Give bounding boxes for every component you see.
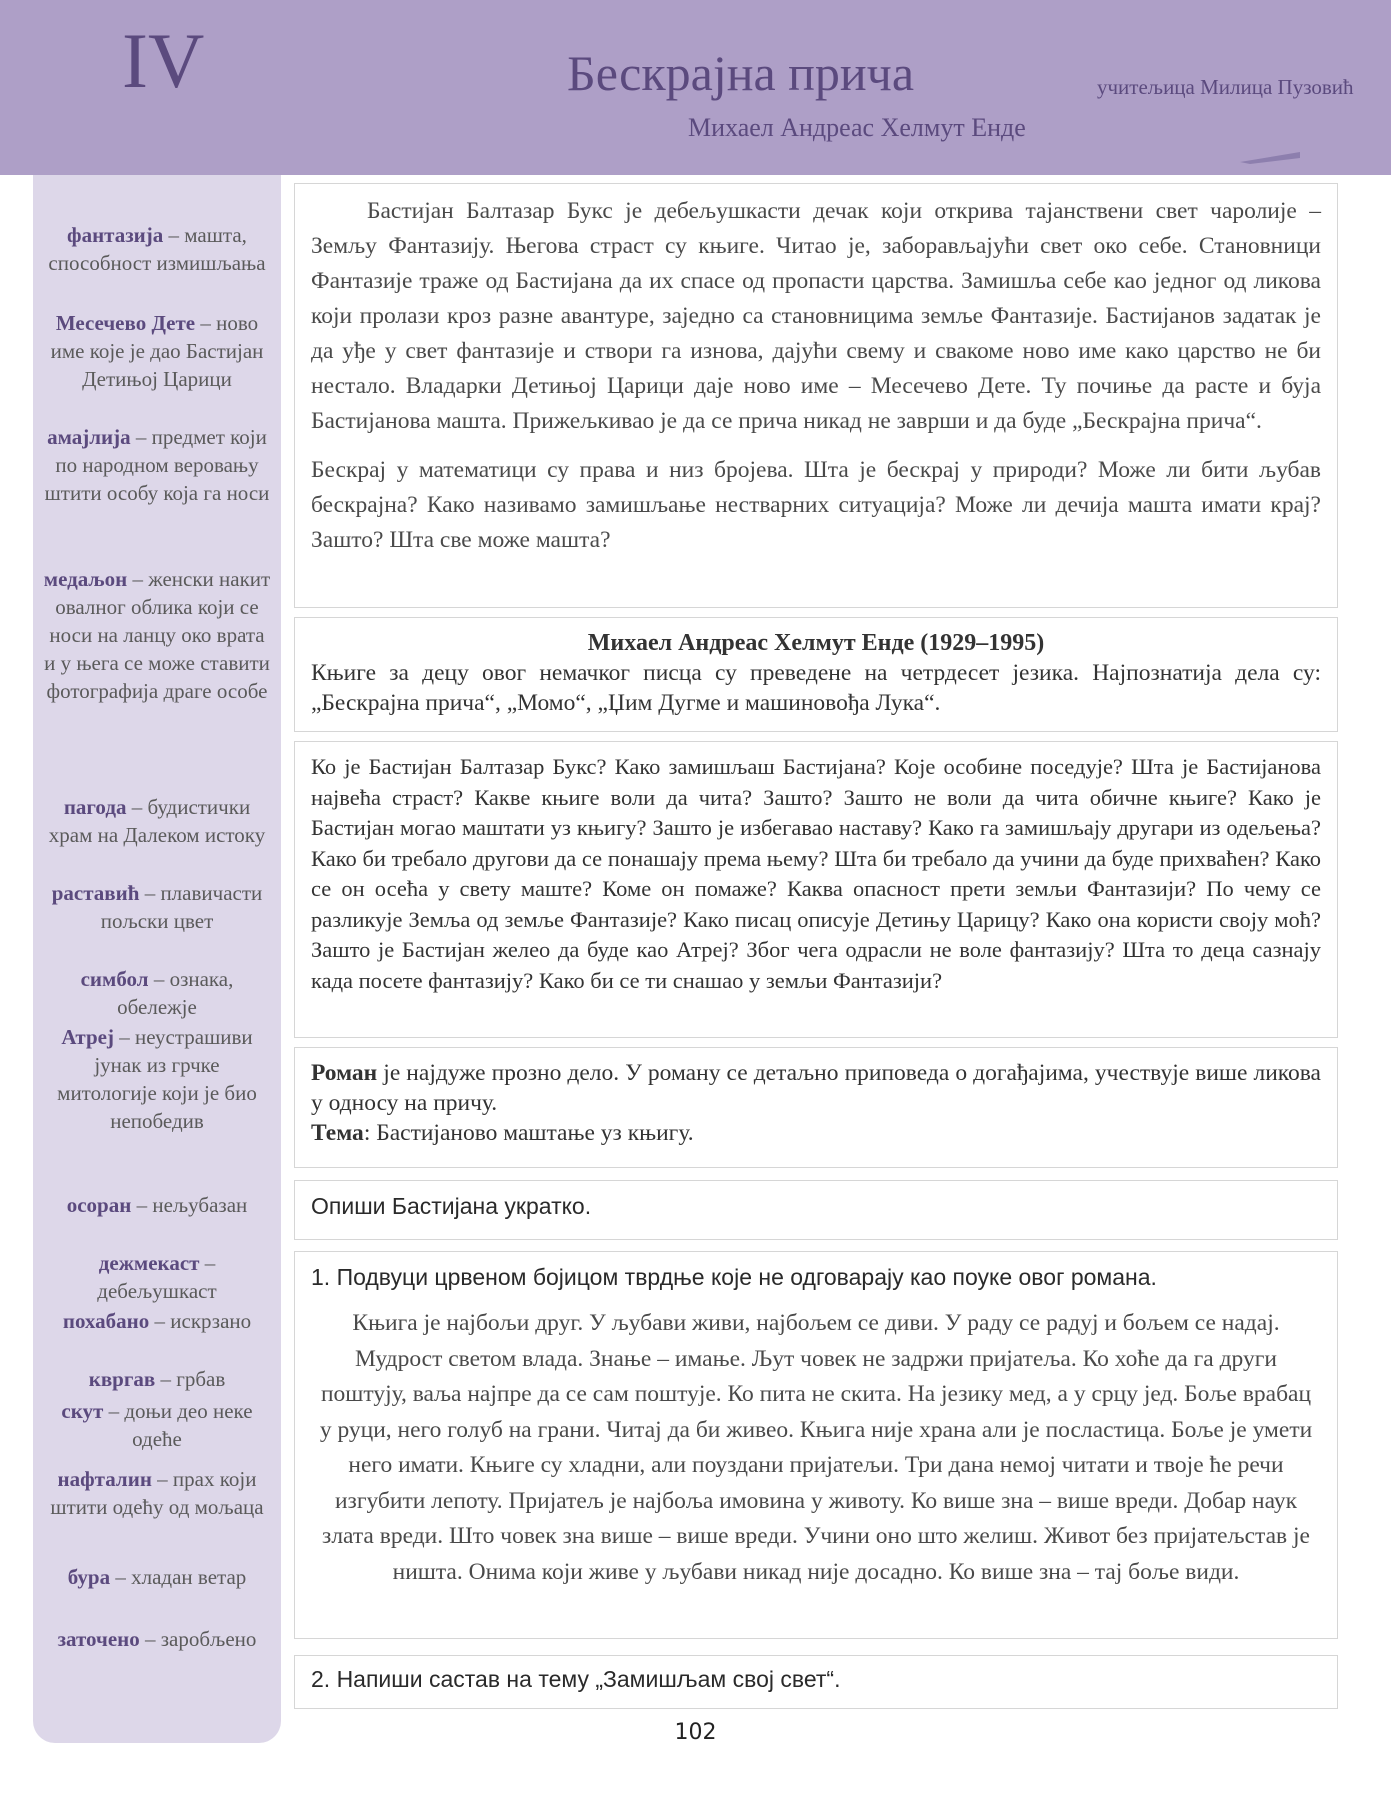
gloss-item: скут – доњи део неке одеће [61, 1399, 253, 1451]
gloss-item: симбол – ознака, обележје [80, 967, 234, 1019]
gloss-item: заточено – заробљено [57, 1627, 257, 1651]
author-bio-box [294, 617, 1338, 732]
author-bio-text: Књиге за децу овог немачког писца су преведене на четрдесет језика. Најпознатија дела су: „Бескрајна прича“, „Момо“, „Џим Дугме и машиновођа Лука“. [311, 660, 1321, 716]
intro-paragraph-1: Бастијан Балтазар Букс је дебељушкасти дечак који открива тајанствени свет чаролије – Земљу Фантазију. Његова страст су књиге. Читао је, заборављајући свет око себе. Становници Фантазије траже од Бастијана да их спасе од пропасти царства. Замишља себе као једног од ликова који пролази кроз разне авантуре, заједно са становницима земље Фантазије. Бастијанов задатак је да уђе у свет фантазије и створи га изнова, дајући свему и свакоме ново име како царство не би нестало. Владарки Детињој Царици даје ново име – Месечево Дете. Ту почиње да расте и буја Бастијанова машта. Прижељкивао је да се прича никад не заврши и да буде „Бескрајна прича“. [311, 198, 1321, 434]
gloss-item: медаљон – женски накит овалног облика који се носи на ланцу око врата и у њега се може ставити фотографија драге особе [43, 567, 271, 703]
gloss-item: похабано – искрзано [62, 1309, 252, 1333]
teacher-name: учитељица Милица Пузовић [1097, 75, 1354, 99]
glossary-sidebar [33, 175, 281, 1743]
task1-instruction: 1. Подвуци црвеном бојицом тврдње које не одговарају као поуке овог романа. [311, 1264, 1157, 1290]
intro-paragraph-2: Бескрај у математици су права и низ бројева. Шта је бескрај у природи? Може ли бити љубав бескрајна? Како називамо замишљање нестварних ситуација? Може ли дечија машта имати крај? Зашто? Шта све може машта? [311, 457, 1321, 553]
author-subtitle: Михаел Андреас Хелмут Енде [688, 113, 1026, 142]
gloss-item: квргав – грбав [88, 1367, 226, 1391]
novel-term: Роман [311, 1060, 378, 1086]
page-title: Бескрајна прича [567, 45, 915, 101]
gloss-item: Месечево Дете – ново име које је дао Бастијан Детињој Царици [50, 311, 264, 391]
gloss-item: осоран – нељубазан [66, 1193, 248, 1217]
theme-definition: Тема: Бастијаново маштање уз књигу. [311, 1120, 694, 1146]
task2-box [294, 1655, 1338, 1709]
gloss-item: бура – хладан ветар [67, 1565, 247, 1589]
definitions-box [294, 1047, 1338, 1168]
header-decoration [1240, 150, 1300, 166]
gloss-item: Атреј – неустрашиви јунак из грчке митологије који је био непобедив [57, 1025, 257, 1133]
author-bio-title: Михаел Андреас Хелмут Енде (1929–1995) [587, 630, 1045, 656]
gloss-item: раставић – плавичасти пољски цвет [51, 881, 263, 933]
gloss-item: фантазија – машта, способност измишљања [48, 223, 266, 275]
questions-box [294, 741, 1338, 1038]
theme-term: Тема [311, 1120, 364, 1146]
questions-text: Ко је Бастијан Балтазар Букс? Како замишљаш Бастијана? Које особине поседује? Шта је Бастијанова највећа страст? Какве књиге воли да чита? Зашто? Зашто не воли да чита обичне књиге? Како је Бастијан могао маштати уз књигу? Зашто је избегавао наставу? Како га замишљају другари из одељења? Како би требало другови да се понашају према њему? Шта би требало да учини да буде прихваћен? Како се он осећа у свету маште? Коме он помаже? Каква опасност прети земљи Фантазији? По чему се разликује Земља од земље Фантазије? Како писац описује Детињу Царицу? Како она користи своју моћ? Зашто је Бастијан желео да буде као Атреј? Због чега одрасли не воле фантазију? Шта то деца сазнају када посете фантазију? Како би се ти снашао у земљи Фантазији? [311, 754, 1321, 993]
gloss-item: нафталин – прах који штити одећу од мољаца [50, 1467, 264, 1519]
task1-box [294, 1251, 1338, 1639]
describe-task: Опиши Бастијана укратко. [311, 1193, 592, 1219]
task2-instruction: 2. Напиши састав на тему „Замишљам свој свет“. [311, 1666, 841, 1692]
proverbs-text: Књига је најбољи друг. У љубави живи, најбољем се диви. У раду се радуј и бољем се надај. Мудрост светом влада. Знање – имање. Љут човек не задржи пријатеља. Ко хоће да га други поштују, ваља најпре да се сам поштује. Ко пита не скита. На језику мед, а у срцу јед. Боље врабац у руци, него голуб на грани. Читај да би живео. Књига није храна али је посластица. Боље је умети него имати. Књиге су хладни, али поуздани пријатељи. Три дана немој читати и твоје ће речи изгубити лепоту. Пријатељ је најбоља имовина у животу. Ко више зна – више вреди. Добар наук злата вреди. Што човек зна више – више вреди. Учини оно што желиш. Живот без пријатељстав је ништа. Онима који живе у љубави никад није досадно. Ко више зна – тај боље види. [319, 1310, 1313, 1585]
intro-box [294, 183, 1338, 608]
describe-task-box [294, 1180, 1338, 1240]
gloss-item: дежмекаст – дебељушкаст [97, 1251, 217, 1303]
gloss-item: пагода – будистички храм на Далеком истоку [48, 795, 266, 847]
page-header [0, 0, 1391, 175]
novel-definition: Роман је најдуже прозно дело. У роману се детаљно приповеда о догађајима, учествује више ликова у односу на причу. [311, 1060, 1321, 1116]
chapter-number: IV [122, 17, 205, 104]
page-number: 102 [674, 1720, 717, 1745]
gloss-item: амајлија – предмет који по народном веровању штити особу која га носи [44, 425, 270, 505]
